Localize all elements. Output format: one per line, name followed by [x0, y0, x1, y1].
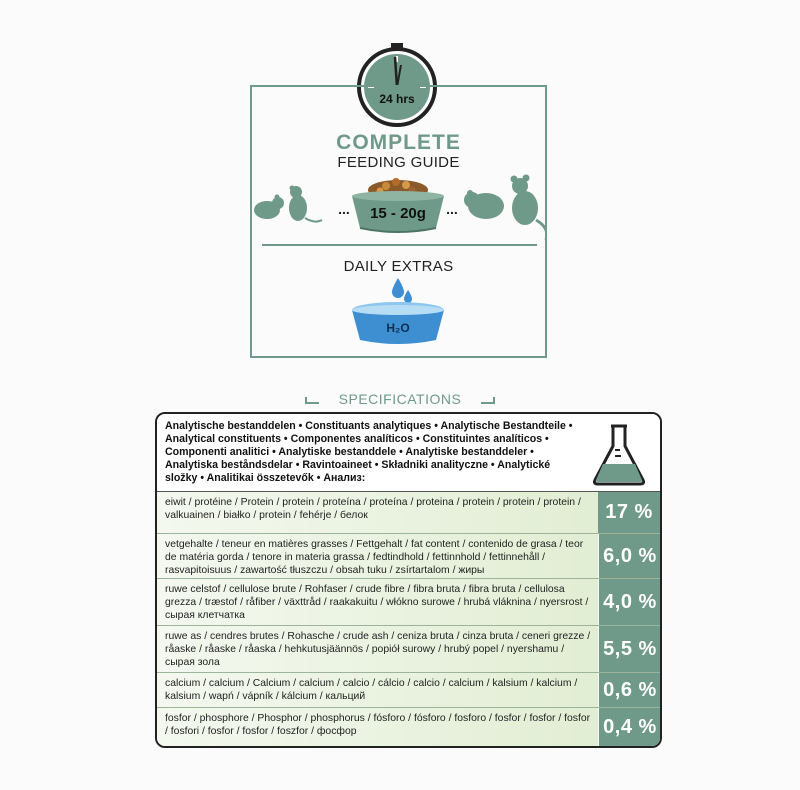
- water-bowl-icon: [250, 274, 547, 354]
- spec-row-desc: fosfor / phosphore / Phosphor / phosphorus / fósforo / fósforo / fosforo / fosfor / fosfor / fosfor / fosfori / fosfor / fosfor / foszfor / фосфор: [165, 713, 591, 737]
- spec-row-desc: eiwit / protéine / Protein / protein / proteína / proteína / proteina / protein / protein / protein / valkuainen / białko / protein / fehérje / белок: [165, 497, 581, 521]
- spec-row-fibre: [157, 579, 660, 626]
- spec-row-value: 0,4 %: [598, 708, 661, 746]
- spec-row-ash: [157, 626, 660, 673]
- spec-row-desc: ruwe celstof / cellulose brute / Rohfaser / crude fibre / fibra bruta / fibra bruta / cellulosa grezza / træstof / råfiber / växttråd / raakakuitu / włókno surowe / hrubá vláknina / nyersrost / сырая клетчатка: [165, 584, 589, 621]
- spec-row-fat: [157, 534, 660, 579]
- clock-label: 24 hrs: [379, 92, 415, 106]
- spec-row-value: 17 %: [598, 492, 660, 533]
- guide-divider: [262, 244, 537, 246]
- rodent-icon: [254, 195, 284, 220]
- complete-title: COMPLETE: [336, 131, 461, 154]
- spec-row-desc: ruwe as / cendres brutes / Rohasche / crude ash / ceniza bruta / cinza bruta / ceneri grezze / råaske / råaske / råaska / hehkutusjäännös / popiół surowy / hrubý popel / nyershamu / сырая зола: [165, 631, 591, 668]
- water-label: H₂O: [386, 321, 410, 335]
- spec-row-value: 4,0 %: [598, 579, 661, 625]
- title-bracket-right: [493, 397, 495, 404]
- feeding-illustration: [250, 168, 547, 248]
- specifications-title: SPECIFICATIONS: [338, 391, 462, 407]
- feeding-guide-label: FEEDING GUIDE: [337, 154, 460, 171]
- dots-left: ...: [338, 201, 350, 217]
- spec-row-desc: vetgehalte / teneur en matières grasses / Fettgehalt / fat content / contenido de grasa / teor de matéria gorda / tenore in materia grassa / fedtindhold / fettinnhold / fettinnehåll / rasvapitoisuus / zawartość tłuszczu / obsah tuku / zsírtartalom / жиры: [165, 539, 584, 576]
- specifications-title-wrap: [305, 390, 495, 412]
- dots-right: ...: [446, 201, 458, 217]
- spec-row-value: 6,0 %: [598, 534, 661, 578]
- daily-extras-label: DAILY EXTRAS: [343, 258, 454, 275]
- chinchilla-icon: [511, 175, 547, 241]
- flask-icon: [589, 422, 649, 486]
- spec-row-protein: [157, 492, 660, 534]
- spec-row-desc: calcium / calcium / Calcium / calcium / calcio / cálcio / calcio / calcium / kalsium / kalcium / kalsium / wapń / vápník / kálcium / кальций: [165, 678, 578, 702]
- rat-icon: [289, 186, 322, 222]
- table-header: [157, 414, 660, 492]
- analytical-constituents-header: Analytische bestanddelen • Constituants analytiques • Analytische Bestandteile • Analytical constituents • Componentes analíticos • Constituintes analíticos • Componenti analitici • Analytiske bestanddele • Analytiske bestanddeler • Analytiska beståndsdelar • Ravintoaineet • Składniki analityczne • Analytické složky • Analitikai összetevők • Анализ:: [165, 420, 573, 484]
- portion-label: 15 - 20g: [370, 205, 426, 222]
- spec-row-value: 0,6 %: [598, 673, 661, 707]
- spec-row-value: 5,5 %: [598, 626, 661, 672]
- spec-row-phosphorus: [157, 708, 660, 746]
- hamster-icon: [464, 190, 504, 219]
- spec-row-calcium: [157, 673, 660, 708]
- specifications-table: [155, 412, 662, 748]
